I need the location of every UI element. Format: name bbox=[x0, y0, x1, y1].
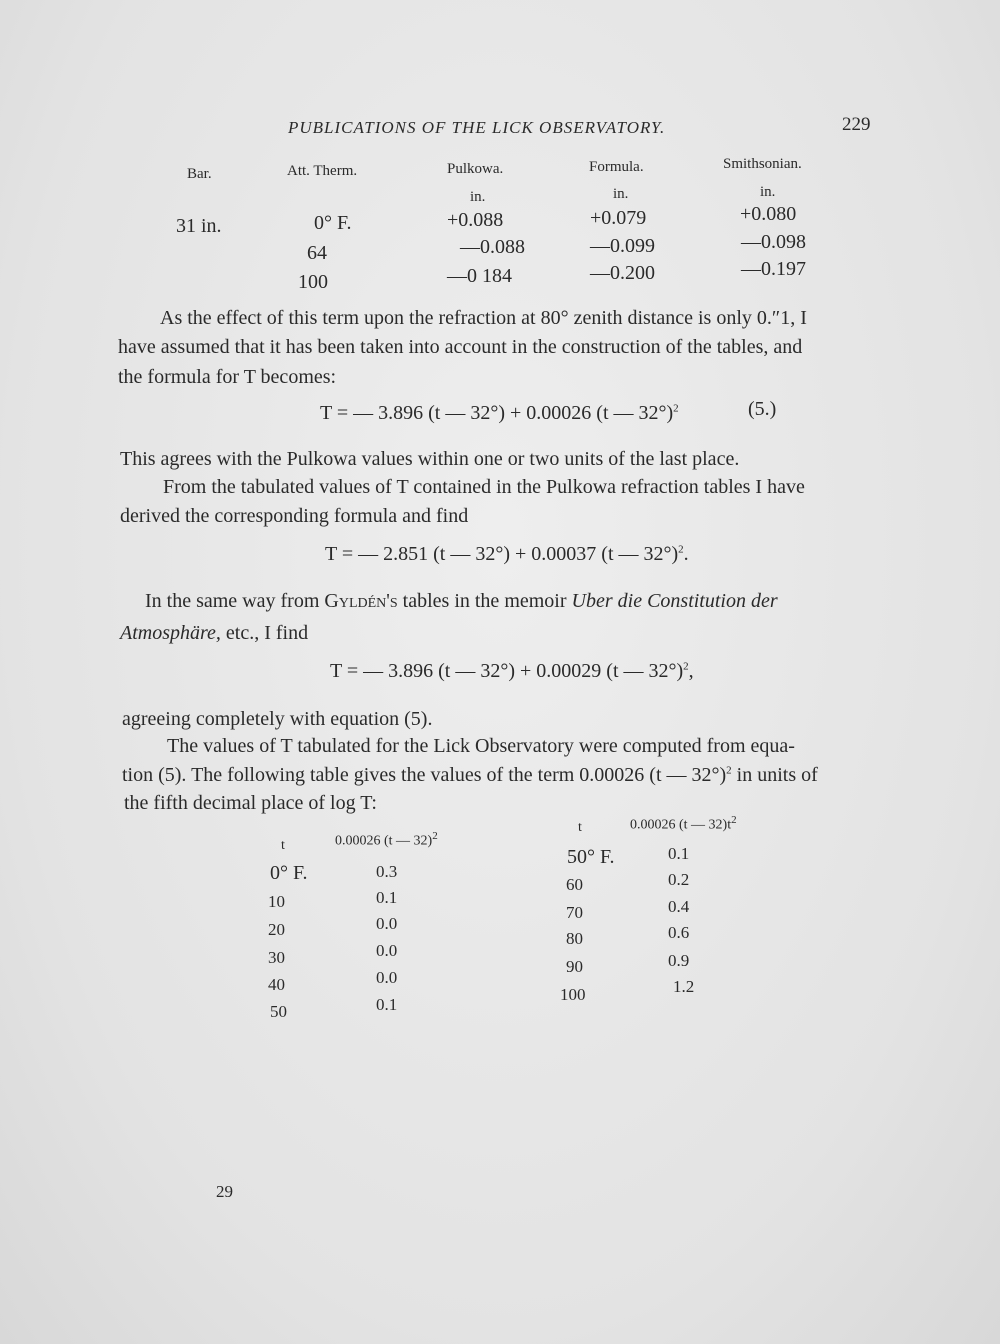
table2-right-t-3: 80 bbox=[566, 929, 583, 948]
table2-right-t-4: 90 bbox=[566, 957, 583, 976]
para4-line1 bbox=[145, 590, 778, 613]
table1-unit-formula: in. bbox=[613, 186, 629, 202]
table2-right-v-0: 0.1 bbox=[668, 844, 690, 863]
signature-mark: 29 bbox=[216, 1182, 233, 1201]
table2-left-v-5: 0.1 bbox=[376, 995, 398, 1014]
table1-header-att-therm: Att. Therm. bbox=[287, 163, 358, 179]
equation-pulkowa-tail: . bbox=[683, 543, 689, 565]
para4-mid: tables in the memoir bbox=[397, 590, 572, 612]
table1-cell-smithsonian-0: +0.080 bbox=[740, 203, 797, 225]
para6-line1: The values of T tabulated for the Lick Observatory were computed from equa- bbox=[167, 735, 795, 757]
page-number: 229 bbox=[842, 114, 871, 135]
para1-line1: As the effect of this term upon the refraction at 80° zenith distance is only 0.″1, I bbox=[160, 307, 807, 329]
table1-cell-att-2: 100 bbox=[298, 271, 328, 293]
para3-line2: derived the corresponding formula and find bbox=[120, 505, 469, 527]
equation-gylden-body: T = — 3.896 (t — 32°) + 0.00029 (t — 32°) bbox=[330, 660, 684, 682]
table2-right-t-2: 70 bbox=[566, 903, 583, 922]
para4-pre: In the same way from bbox=[145, 590, 325, 612]
table1-header-pulkowa: Pulkowa. bbox=[447, 161, 504, 177]
table1-cell-smithsonian-1: —0.098 bbox=[741, 231, 806, 253]
para6-line2-exponent: 2 bbox=[726, 764, 732, 777]
table2-left-t-4: 40 bbox=[268, 975, 285, 994]
table2-right-t-1: 60 bbox=[566, 875, 583, 894]
para6-line2-a: tion (5). The following table gives the values of the term 0.00026 (t — 32°) bbox=[122, 764, 727, 786]
table2-left-header-t: t bbox=[281, 838, 285, 853]
table2-left-t-0: 0° F. bbox=[270, 862, 308, 884]
table1-header-formula: Formula. bbox=[589, 159, 644, 175]
table2-left-v-0: 0.3 bbox=[376, 862, 398, 881]
memoir-title-part1: Uber die Constitution der bbox=[571, 590, 778, 612]
table2-left-t-2: 20 bbox=[268, 920, 285, 939]
table2-right-t-0: 50° F. bbox=[567, 846, 615, 868]
table2-left-t-3: 30 bbox=[268, 948, 285, 967]
para5-line1: agreeing completely with equation (5). bbox=[122, 708, 433, 730]
para2-line1: This agrees with the Pulkowa values within one or two units of the last place. bbox=[120, 448, 740, 470]
para3-line1: From the tabulated values of T contained in the Pulkowa refraction tables I have bbox=[163, 476, 805, 498]
equation-pulkowa-exponent: 2 bbox=[678, 543, 684, 556]
table1-cell-formula-0: +0.079 bbox=[590, 207, 647, 229]
table1-cell-att-1: 64 bbox=[307, 242, 327, 264]
para6-line2-b: in units of bbox=[731, 764, 818, 786]
table1-cell-smithsonian-2: —0.197 bbox=[741, 258, 806, 280]
equation-5-exponent: 2 bbox=[673, 402, 679, 415]
equation-5-label: (5.) bbox=[748, 398, 777, 420]
equation-gylden-tail: , bbox=[688, 660, 694, 682]
table2-right-v-3: 0.6 bbox=[668, 923, 690, 942]
para4-post: etc., I find bbox=[220, 622, 309, 644]
para1-line3: the formula for T becomes: bbox=[118, 366, 337, 388]
table2-right-header-term-text: 0.00026 (t — 32)t bbox=[630, 817, 732, 833]
table1-cell-pulkowa-2: —0 184 bbox=[447, 265, 512, 287]
table2-right-header-t: t bbox=[578, 820, 582, 835]
para6-line3: the fifth decimal place of log T: bbox=[124, 792, 377, 814]
table1-header-smithsonian: Smithsonian. bbox=[723, 156, 802, 172]
table2-right-header-exponent: 2 bbox=[731, 814, 737, 826]
table1-cell-formula-2: —0.200 bbox=[590, 262, 655, 284]
table1-cell-pulkowa-0: +0.088 bbox=[447, 209, 504, 231]
table2-right-v-4: 0.9 bbox=[668, 951, 690, 970]
table2-right-v-5: 1.2 bbox=[673, 977, 695, 996]
equation-pulkowa-body: T = — 2.851 (t — 32°) + 0.00037 (t — 32°) bbox=[325, 543, 679, 565]
table2-left-v-4: 0.0 bbox=[376, 968, 398, 987]
equation-gylden bbox=[330, 660, 694, 683]
running-header: PUBLICATIONS OF THE LICK OBSERVATORY. bbox=[288, 118, 666, 137]
table2-left-header-term-text: 0.00026 (t — 32) bbox=[335, 833, 433, 849]
table2-left-t-1: 10 bbox=[268, 892, 285, 911]
table2-right-v-2: 0.4 bbox=[668, 897, 690, 916]
table2-right-header-term bbox=[630, 814, 737, 834]
table2-left-v-2: 0.0 bbox=[376, 914, 398, 933]
table1-cell-att-0: 0° F. bbox=[314, 212, 352, 234]
table2-left-v-1: 0.1 bbox=[376, 888, 398, 907]
table1-cell-pulkowa-1: —0.088 bbox=[460, 236, 525, 258]
table1-unit-smithsonian: in. bbox=[760, 184, 776, 200]
equation-5 bbox=[320, 402, 679, 425]
para1-line2: have assumed that it has been taken into account in the construction of the tables, and bbox=[118, 336, 803, 358]
equation-5-body: T = — 3.896 (t — 32°) + 0.00026 (t — 32°) bbox=[320, 402, 674, 424]
equation-gylden-exponent: 2 bbox=[683, 660, 689, 673]
memoir-title-part2: Atmosphäre, bbox=[120, 622, 221, 644]
table1-header-bar: Bar. bbox=[187, 166, 212, 182]
table1-cell-formula-1: —0.099 bbox=[590, 235, 655, 257]
table2-right-t-5: 100 bbox=[560, 985, 586, 1004]
table2-left-t-5: 50 bbox=[270, 1002, 287, 1021]
table2-left-v-3: 0.0 bbox=[376, 941, 398, 960]
para6-line2 bbox=[122, 764, 818, 787]
table1-bar-value: 31 in. bbox=[176, 215, 222, 237]
equation-pulkowa bbox=[325, 543, 689, 566]
para4-line2 bbox=[120, 622, 308, 645]
table2-right-v-1: 0.2 bbox=[668, 870, 690, 889]
table1-unit-pulkowa: in. bbox=[470, 189, 486, 205]
author-name-gylden: Gyldén's bbox=[324, 590, 398, 612]
table2-left-header-term bbox=[335, 830, 438, 850]
table2-left-header-exponent: 2 bbox=[432, 830, 438, 842]
